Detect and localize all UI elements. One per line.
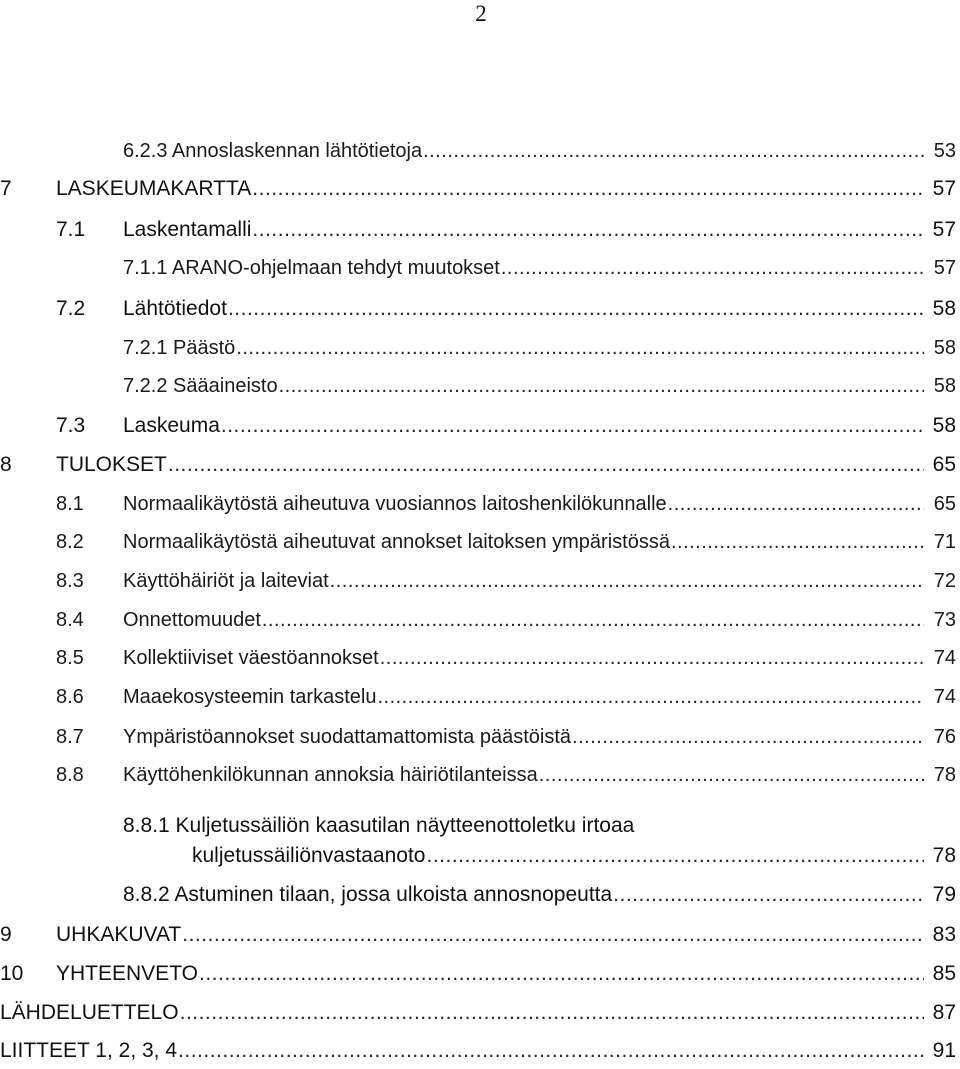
toc-dot-leader xyxy=(221,408,924,444)
toc-entry[interactable] xyxy=(0,171,956,207)
toc-page-number: 57 xyxy=(932,218,956,241)
toc-dot-leader xyxy=(262,602,924,638)
toc-page-number: 79 xyxy=(932,883,956,906)
toc-section-number: 8.8 xyxy=(56,764,84,786)
toc-page-number: 58 xyxy=(932,414,956,437)
toc-dot-leader xyxy=(279,368,924,404)
toc-page-number: 87 xyxy=(932,1001,956,1024)
toc-page-number: 71 xyxy=(933,531,956,553)
toc-section-number: 8.2 xyxy=(56,531,84,553)
toc-entry[interactable] xyxy=(56,408,956,444)
toc-page-number: 58 xyxy=(933,375,956,397)
toc-dot-leader xyxy=(236,330,924,366)
toc-page-number: 78 xyxy=(932,844,956,867)
toc-section-title: Käyttöhenkilökunnan annoksia häiriötilanteissa xyxy=(123,764,538,786)
toc-section-number: 9 xyxy=(0,923,12,946)
toc-entry[interactable] xyxy=(0,447,956,483)
toc-dot-leader xyxy=(330,563,924,599)
toc-section-number: 8.3 xyxy=(56,570,84,592)
toc-section-title: kuljetussäiliönvastaanoto xyxy=(192,844,426,867)
toc-entry[interactable] xyxy=(56,602,956,638)
toc-dot-leader xyxy=(613,877,924,913)
toc-section-title: Laskentamalli xyxy=(123,218,252,241)
toc-entry[interactable] xyxy=(123,133,956,169)
toc-page-number: 73 xyxy=(933,609,956,631)
toc-section-title: Normaalikäytöstä aiheutuvat annokset laitoksen ympäristössä xyxy=(123,531,670,553)
toc-entry[interactable] xyxy=(0,956,956,992)
toc-dot-leader xyxy=(199,956,924,992)
toc-entry[interactable] xyxy=(0,1033,956,1069)
toc-dot-leader xyxy=(572,719,924,755)
toc-section-number: 7.2 xyxy=(56,297,86,320)
toc-section-title: LASKEUMAKARTTA xyxy=(56,177,252,200)
toc-section-title: 7.2.1 Päästö xyxy=(123,337,236,359)
toc-page-number: 83 xyxy=(932,923,956,946)
toc-section-number: 8 xyxy=(0,453,12,476)
toc-dot-leader xyxy=(182,917,924,953)
toc-section-title: Normaalikäytöstä aiheutuva vuosiannos laitoshenkilökunnalle xyxy=(123,493,667,515)
toc-section-number: 7 xyxy=(0,177,12,200)
toc-section-title: Ympäristöannokset suodattamattomista päästöistä xyxy=(123,726,572,748)
toc-dot-leader xyxy=(168,447,924,483)
toc-dot-leader xyxy=(178,1033,924,1069)
toc-entry[interactable] xyxy=(56,679,956,715)
toc-section-number: 8.4 xyxy=(56,609,84,631)
toc-page-number: 57 xyxy=(932,177,956,200)
toc-section-number: 8.5 xyxy=(56,647,84,669)
toc-entry[interactable] xyxy=(56,486,956,522)
toc-entry[interactable] xyxy=(192,838,956,874)
toc-dot-leader xyxy=(671,524,924,560)
toc-section-title: Maaekosysteemin tarkastelu xyxy=(123,686,377,708)
toc-dot-leader xyxy=(377,679,924,715)
toc-section-title: 7.2.2 Sääaineisto xyxy=(123,375,278,397)
toc-section-title: UHKAKUVAT xyxy=(56,923,182,946)
toc-dot-leader xyxy=(501,250,924,286)
toc-entry[interactable] xyxy=(0,995,956,1031)
toc-page-number: 74 xyxy=(933,647,956,669)
toc-entry[interactable] xyxy=(56,563,956,599)
toc-page-number: 76 xyxy=(933,726,956,748)
toc-entry[interactable] xyxy=(56,291,956,327)
toc-section-title: Onnettomuudet xyxy=(123,609,261,631)
toc-section-title: Lähtötiedot xyxy=(123,297,227,320)
toc-section-title: Kollektiiviset väestöannokset xyxy=(123,647,379,669)
toc-section-title: TULOKSET xyxy=(56,453,167,476)
toc-entry[interactable] xyxy=(123,250,956,286)
toc-dot-leader xyxy=(380,640,924,676)
toc-section-title: LÄHDELUETTELO xyxy=(0,1001,179,1024)
toc-section-title: LIITTEET 1, 2, 3, 4 xyxy=(0,1039,178,1062)
toc-section-title: 6.2.3 Annoslaskennan lähtötietoja xyxy=(123,140,423,162)
toc-page-number: 57 xyxy=(933,257,956,279)
toc-section-number: 10 xyxy=(0,962,24,985)
toc-entry[interactable] xyxy=(56,757,956,793)
toc-page-number: 53 xyxy=(933,140,956,162)
toc-section-title: 8.8.1 Kuljetussäiliön kaasutilan näytteenottoletku irtoaa xyxy=(123,814,635,837)
toc-dot-leader xyxy=(539,757,924,793)
toc-entry[interactable] xyxy=(123,877,956,913)
toc-entry[interactable] xyxy=(56,640,956,676)
toc-dot-leader xyxy=(426,838,924,874)
toc-page-number: 65 xyxy=(933,493,956,515)
toc-dot-leader xyxy=(180,995,924,1031)
toc-section-number: 7.3 xyxy=(56,414,86,437)
toc-section-title: 8.8.2 Astuminen tilaan, jossa ulkoista annosnopeutta xyxy=(123,883,613,906)
toc-dot-leader xyxy=(252,212,924,248)
toc-page-number: 58 xyxy=(933,337,956,359)
toc-section-title: YHTEENVETO xyxy=(56,962,198,985)
toc-entry[interactable] xyxy=(123,368,956,404)
toc-page-number: 74 xyxy=(933,686,956,708)
toc-page-number: 58 xyxy=(932,297,956,320)
toc-section-number: 7.1 xyxy=(56,218,86,241)
toc-dot-leader xyxy=(252,171,924,207)
toc-dot-leader xyxy=(228,291,924,327)
toc-page-number: 91 xyxy=(932,1039,956,1062)
toc-dot-leader xyxy=(423,133,924,169)
toc-entry[interactable] xyxy=(0,917,956,953)
toc-entry[interactable] xyxy=(56,212,956,248)
toc-entry[interactable] xyxy=(56,524,956,560)
toc-section-number: 8.1 xyxy=(56,493,84,515)
toc-entry[interactable] xyxy=(123,330,956,366)
toc-entry[interactable] xyxy=(56,719,956,755)
toc-page-number: 78 xyxy=(933,764,956,786)
toc-section-title: 7.1.1 ARANO-ohjelmaan tehdyt muutokset xyxy=(123,257,500,279)
toc-section-number: 8.6 xyxy=(56,686,84,708)
toc-page-number: 65 xyxy=(932,453,956,476)
page-number: 2 xyxy=(475,1,487,26)
toc-page-number: 85 xyxy=(932,962,956,985)
toc-section-title: Käyttöhäiriöt ja laiteviat xyxy=(123,570,329,592)
toc-dot-leader xyxy=(668,486,924,522)
toc-page-number: 72 xyxy=(933,570,956,592)
toc-section-number: 8.7 xyxy=(56,726,84,748)
toc-section-title: Laskeuma xyxy=(123,414,220,437)
